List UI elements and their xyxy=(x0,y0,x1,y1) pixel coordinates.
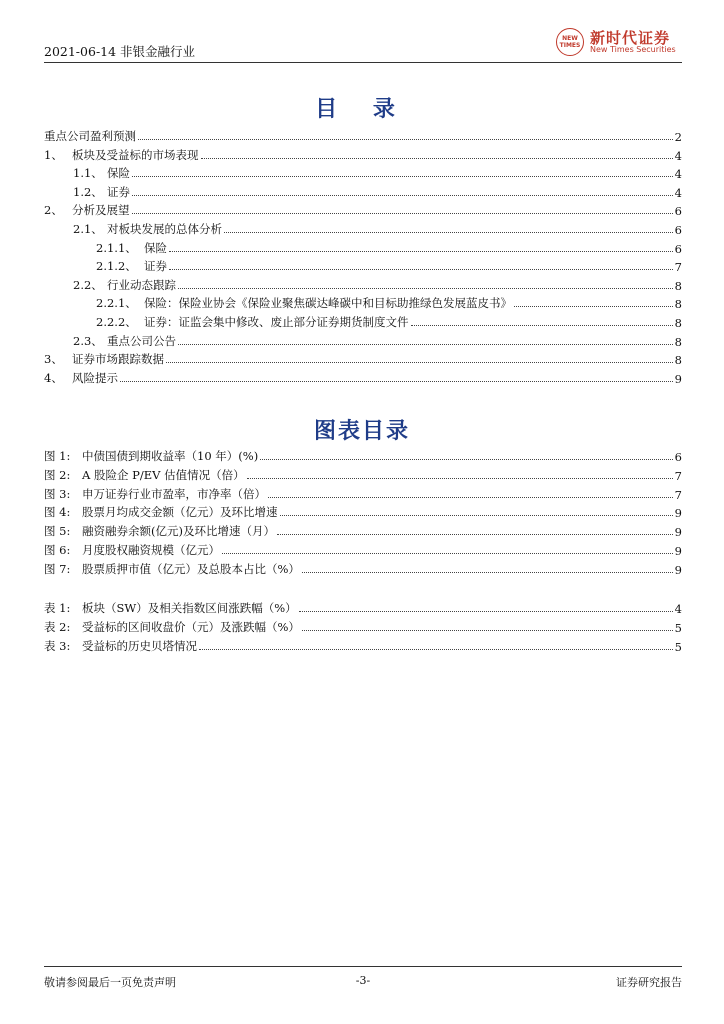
figures-entry[interactable] xyxy=(44,502,682,520)
figures-entry[interactable] xyxy=(44,521,682,539)
dot-leader xyxy=(169,268,673,270)
entry-number: 3、 xyxy=(44,352,63,367)
dot-leader xyxy=(201,157,673,159)
dot-leader xyxy=(260,458,672,460)
entry-page-number: 6 xyxy=(674,241,682,256)
toc-entry[interactable] xyxy=(44,293,682,311)
toc-title: 目 录 xyxy=(315,97,409,122)
dot-leader xyxy=(178,287,673,289)
entry-label: 申万证券行业市盈率，市净率（倍） xyxy=(82,486,266,501)
figures-entry[interactable] xyxy=(44,484,682,502)
entry-number: 2.2.1、 xyxy=(96,296,137,311)
footer-divider xyxy=(44,966,682,967)
logo-chinese-name: 新时代证券 xyxy=(590,29,671,47)
dot-leader xyxy=(132,175,673,177)
entry-page-number: 9 xyxy=(674,506,682,521)
tables-entry[interactable] xyxy=(44,598,682,616)
entry-page-number: 2 xyxy=(674,130,682,144)
toc-entry[interactable] xyxy=(44,200,682,218)
figures-entry[interactable] xyxy=(44,559,682,577)
toc-entry[interactable] xyxy=(44,145,682,163)
entry-number: 表 1: xyxy=(44,601,71,615)
company-logo xyxy=(556,26,682,56)
footer-disclaimer-note: 敬请参阅最后一页免责声明 xyxy=(44,976,176,989)
entry-number: 图 5: xyxy=(44,524,71,539)
dot-leader xyxy=(132,212,673,214)
dot-leader xyxy=(302,571,673,573)
entry-number: 2.1、 xyxy=(73,222,103,236)
dot-leader xyxy=(166,361,673,363)
entry-label: 融资融券余额(亿元)及环比增速（月） xyxy=(82,524,275,539)
dot-leader xyxy=(299,610,673,612)
entry-label: 证券：证监会集中修改、废止部分证券期货制度文件 xyxy=(144,315,409,329)
entry-label: 受益标的区间收盘价（元）及涨跌幅（%） xyxy=(82,619,300,634)
dot-leader xyxy=(277,533,673,535)
header-date-sector: 2021-06-14 非银金融行业 xyxy=(44,44,196,59)
entry-page-number: 8 xyxy=(674,297,682,312)
entry-page-number: 4 xyxy=(674,148,682,163)
dot-leader xyxy=(514,305,673,307)
figures-entry[interactable] xyxy=(44,465,682,483)
dot-leader xyxy=(222,552,673,554)
entry-number: 表 3: xyxy=(44,638,71,653)
entry-number: 2、 xyxy=(44,203,63,218)
entry-number: 图 3: xyxy=(44,486,71,501)
logo-english-name: New Times Securities xyxy=(590,45,676,54)
dot-leader xyxy=(178,343,673,345)
entry-number: 图 6: xyxy=(44,543,71,557)
toc-entry[interactable] xyxy=(44,275,682,293)
entry-number: 2.1.1、 xyxy=(96,240,137,255)
entry-page-number: 8 xyxy=(674,353,682,368)
entry-number: 表 2: xyxy=(44,619,71,634)
entry-number: 图 1: xyxy=(44,449,71,463)
logo-badge-icon: NEW TIMES xyxy=(556,28,584,56)
entry-label: 重点公司公告 xyxy=(107,333,176,348)
entry-page-number: 7 xyxy=(674,468,682,483)
entry-number: 1.1、 xyxy=(73,166,103,181)
toc-entry[interactable] xyxy=(44,126,682,144)
page-number: -3- xyxy=(355,974,371,987)
entry-number: 1、 xyxy=(44,147,63,162)
entry-number: 图 2: xyxy=(44,467,71,482)
entry-label: 分析及展望 xyxy=(72,203,130,218)
entry-number: 2.3、 xyxy=(73,333,103,348)
entry-label: 月度股权融资规模（亿元） xyxy=(82,543,220,557)
tables-entry[interactable] xyxy=(44,617,682,635)
dot-leader xyxy=(411,324,673,326)
entry-page-number: 4 xyxy=(674,167,682,182)
toc-entry[interactable] xyxy=(44,256,682,274)
entry-number: 图 4: xyxy=(44,505,71,520)
entry-number: 2.2.2、 xyxy=(96,315,137,329)
entry-label: A 股险企 P/EV 估值情况（倍） xyxy=(82,467,245,482)
entry-page-number: 4 xyxy=(674,602,682,616)
entry-label: 行业动态跟踪 xyxy=(107,277,176,292)
dot-leader xyxy=(138,138,673,140)
header-divider xyxy=(44,62,682,63)
entry-page-number: 9 xyxy=(674,562,682,577)
entry-label: 股票月均成交金额（亿元）及环比增速 xyxy=(82,505,278,520)
toc-entry[interactable] xyxy=(44,182,682,200)
tables-entry[interactable] xyxy=(44,636,682,654)
toc-entry[interactable] xyxy=(44,219,682,237)
entry-page-number: 5 xyxy=(674,620,682,635)
entry-number: 1.2、 xyxy=(73,184,103,199)
dot-leader xyxy=(247,477,673,479)
toc-entry[interactable] xyxy=(44,331,682,349)
entry-number: 2.2、 xyxy=(73,277,103,292)
entry-label: 保险 xyxy=(107,166,130,181)
toc-entry[interactable] xyxy=(44,349,682,367)
page-header xyxy=(44,26,682,62)
entry-label: 保险 xyxy=(144,240,167,255)
entry-page-number: 8 xyxy=(674,316,682,330)
entry-label: 重点公司盈利预测 xyxy=(44,129,136,143)
entry-number: 2.1.2、 xyxy=(96,259,137,274)
toc-entry[interactable] xyxy=(44,238,682,256)
entry-label: 受益标的历史贝塔情况 xyxy=(82,638,197,653)
entry-label: 证券市场跟踪数据 xyxy=(72,352,164,367)
entry-page-number: 7 xyxy=(674,487,682,502)
dot-leader xyxy=(224,231,673,233)
footer-report-type: 证券研究报告 xyxy=(616,976,682,989)
dot-leader xyxy=(120,380,673,382)
entry-page-number: 9 xyxy=(674,525,682,540)
dot-leader xyxy=(169,250,673,252)
entry-page-number: 8 xyxy=(674,278,682,293)
entry-page-number: 6 xyxy=(674,450,682,464)
figures-entry[interactable] xyxy=(44,540,682,558)
entry-label: 中债国债到期收益率（10 年）(%) xyxy=(82,449,259,463)
dot-leader xyxy=(268,496,673,498)
entry-page-number: 9 xyxy=(674,544,682,558)
entry-page-number: 6 xyxy=(674,204,682,219)
entry-page-number: 6 xyxy=(674,223,682,237)
entry-label: 证券 xyxy=(107,184,130,199)
entry-label: 板块（SW）及相关指数区间涨跌幅（%） xyxy=(82,601,297,615)
figures-title: 图表目录 xyxy=(313,419,410,444)
dot-leader xyxy=(199,648,673,650)
entry-page-number: 4 xyxy=(674,185,682,200)
entry-label: 风险提示 xyxy=(72,370,118,385)
dot-leader xyxy=(280,514,673,516)
entry-page-number: 9 xyxy=(674,371,682,386)
dot-leader xyxy=(132,194,673,196)
entry-label: 证券 xyxy=(144,259,167,274)
toc-entry[interactable] xyxy=(44,163,682,181)
entry-page-number: 8 xyxy=(674,334,682,349)
entry-page-number: 5 xyxy=(674,639,682,654)
entry-number: 图 7: xyxy=(44,561,71,576)
toc-entry[interactable] xyxy=(44,312,682,330)
dot-leader xyxy=(302,629,673,631)
toc-entry[interactable] xyxy=(44,368,682,386)
figures-entry[interactable] xyxy=(44,446,682,464)
entry-number: 4、 xyxy=(44,370,63,385)
entry-label: 对板块发展的总体分析 xyxy=(107,222,222,236)
entry-label: 保险：保险业协会《保险业聚焦碳达峰碳中和目标助推绿色发展蓝皮书》 xyxy=(144,296,512,311)
entry-label: 股票质押市值（亿元）及总股本占比（%） xyxy=(82,561,300,576)
entry-page-number: 7 xyxy=(674,260,682,275)
entry-label: 板块及受益标的市场表现 xyxy=(72,147,199,162)
